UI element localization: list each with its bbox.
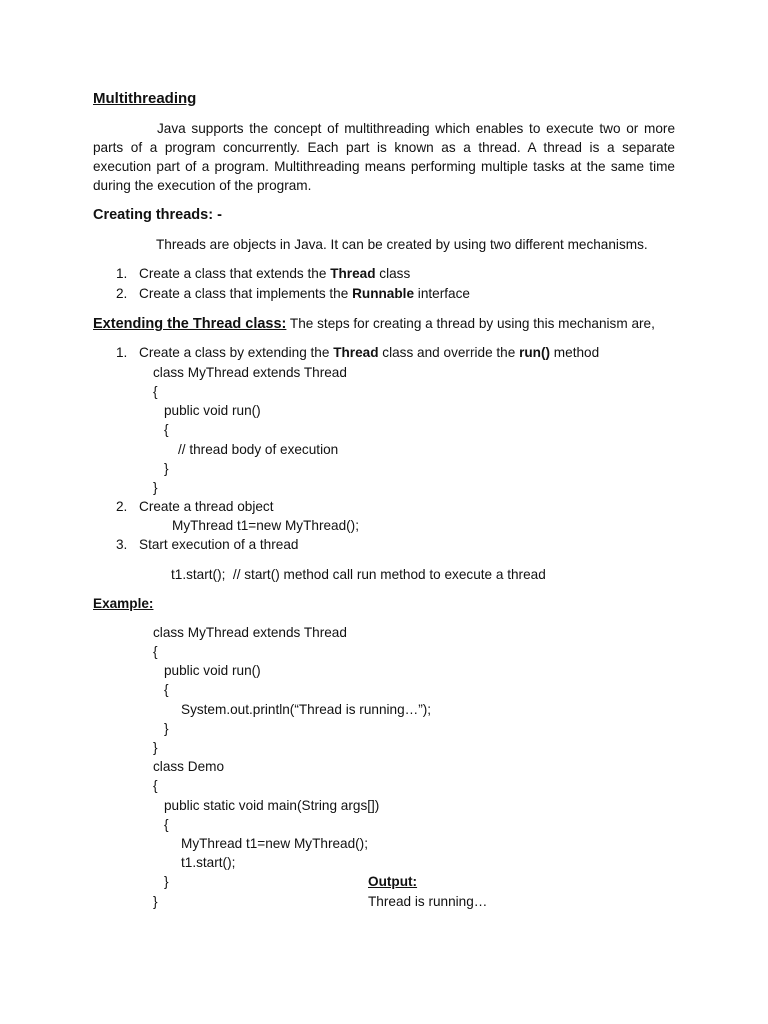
step-text: method	[550, 345, 600, 360]
list-item-text: Create a class that extends the	[139, 266, 331, 281]
code-line: }	[153, 740, 158, 755]
code-line: {	[153, 778, 158, 793]
code-line: }	[153, 480, 158, 495]
list-item-text: Create a class that implements the	[139, 286, 353, 301]
code-line: public static void main(String args[])	[164, 798, 380, 813]
code-line: t1.start(); // start() method call run method to execute a thread	[171, 567, 546, 582]
creating-threads-text: Threads are objects in Java. It can be created by using two different mechanisms.	[156, 237, 648, 252]
list-item	[139, 264, 410, 283]
step-text: Create a class by extending the	[139, 345, 334, 360]
step-2-text: Create a thread object	[139, 499, 274, 514]
list-item-keyword: Runnable	[352, 286, 415, 301]
extending-text: The steps for creating a thread by using this mechanism are,	[286, 316, 655, 331]
code-line: }	[153, 894, 158, 909]
code-line: }	[164, 461, 169, 476]
list-item	[139, 284, 470, 303]
step-number: 3.	[116, 537, 128, 552]
code-line: t1.start();	[181, 855, 236, 870]
code-line: MyThread t1=new MyThread();	[181, 836, 368, 851]
step-number: 2.	[116, 499, 128, 514]
step-text: class and override the	[378, 345, 520, 360]
code-line: MyThread t1=new MyThread();	[172, 518, 359, 533]
code-line: {	[164, 682, 169, 697]
intro-text: Java supports the concept of multithreading which enables to execute two or more parts of a program concurrently. Each part is known as a thread. A thread is a separate execution part of a program. Multithreading means performing multiple tasks at the same time during the execution of the program.	[93, 121, 675, 193]
list-item-text: interface	[414, 286, 470, 301]
step-number: 1.	[116, 345, 128, 360]
code-line: }	[164, 874, 169, 889]
code-line: class Demo	[153, 759, 225, 774]
code-line: public void run()	[164, 663, 261, 678]
output-value: Thread is running…	[368, 894, 488, 909]
intro-paragraph	[93, 119, 675, 195]
code-line: class MyThread extends Thread	[153, 365, 347, 380]
code-line: class MyThread extends Thread	[153, 625, 347, 640]
creating-threads-heading: Creating threads: -	[93, 207, 222, 223]
code-line: // thread body of execution	[178, 442, 339, 457]
code-line: {	[164, 422, 169, 437]
code-line: public void run()	[164, 403, 261, 418]
step-keyword: Thread	[333, 345, 379, 360]
step-3-text: Start execution of a thread	[139, 537, 299, 552]
page-title: Multithreading	[93, 90, 197, 107]
list-item-text: class	[375, 266, 411, 281]
code-line: {	[153, 384, 158, 399]
extending-heading: Extending the Thread class:	[93, 316, 287, 332]
code-line: {	[153, 644, 158, 659]
code-line: System.out.println(“Thread is running…”);	[181, 702, 432, 717]
example-heading: Example:	[93, 596, 154, 611]
code-line: {	[164, 817, 169, 832]
list-number: 2.	[116, 286, 128, 301]
step-keyword: run()	[519, 345, 551, 360]
list-number: 1.	[116, 266, 128, 281]
step-1	[139, 343, 599, 362]
list-item-keyword: Thread	[330, 266, 376, 281]
code-line: }	[164, 721, 169, 736]
extending-section-intro	[93, 314, 655, 334]
output-label: Output:	[368, 874, 418, 889]
